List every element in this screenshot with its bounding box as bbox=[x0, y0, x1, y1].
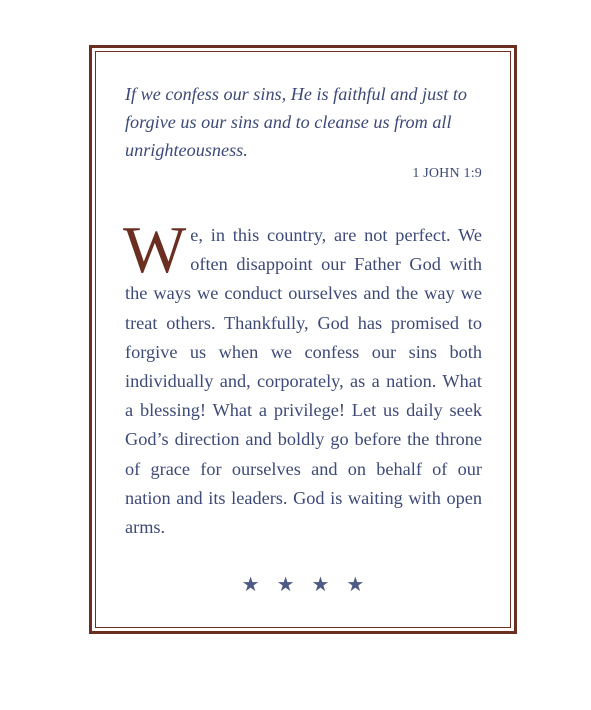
scripture-verse: If we confess our sins, He is faithful and just to forgive us our sins and to cleanse us from all unrighteousness. bbox=[125, 84, 468, 160]
scripture-reference: 1 JOHN 1:9 bbox=[412, 166, 482, 181]
devotional-paragraph bbox=[123, 213, 482, 542]
star-ornament: ★★★★ bbox=[241, 572, 382, 596]
drop-cap: W bbox=[123, 213, 187, 287]
page-content bbox=[125, 80, 482, 542]
devotional-text: e, in this country, are not perfect. We often disappoint our Father God with the ways we conduct ourselves and the way we treat others. Thankfully, God has promised to forgive us when we confess our sins both individually and, corporately, as a nation. What a blessing! What a privilege! Let us daily seek God’s direction and boldly go before the throne of grace for ourselves and on behalf of our nation and its leaders. God is waiting with open arms. bbox=[125, 225, 482, 538]
